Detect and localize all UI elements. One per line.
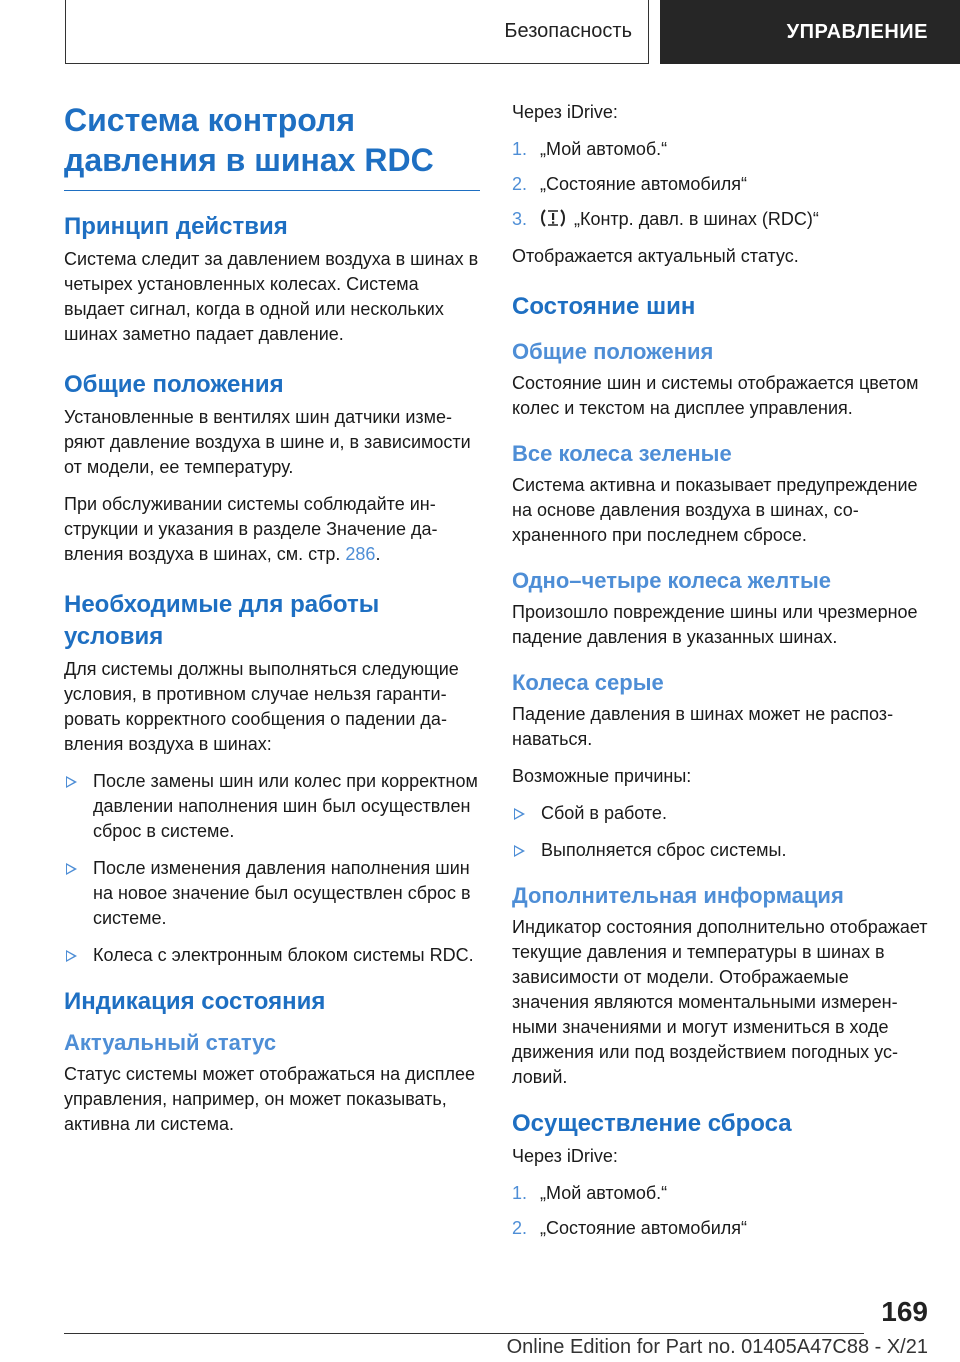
heading-status-display: Индикация состояния [64,988,326,1015]
grey-text: Падение давления в шинах может не распознаваться. [512,704,894,749]
triangle-bullet-icon [514,808,525,820]
heading-current-status: Актуальный статус [64,1030,277,1055]
via-idrive-1: Через iDrive: [512,102,618,122]
page-reference-link[interactable]: 286 [345,544,376,564]
general-text-2-main: При обслуживании системы соблюдайте инструкции и указания в разделе Значение давления воздуха в шинах, см. стр. [64,494,438,564]
list-item [64,769,480,844]
heading-general: Общие положения [64,371,284,398]
list-item [512,801,928,826]
general-positions-text: Состояние шин и системы отображается цветом колес и текстом на дисплее управления. [512,373,919,418]
heading-grey: Колеса серые [512,670,664,695]
header-section-tab [65,0,649,64]
list-item-text: После изменения давления наполнения шин на новое значение был осуществлен сброс в системе. [93,858,471,928]
general-text-2-end: . [375,544,381,564]
footer-edition: Online Edition for Part no. 01405A47C88 - X/21 [506,1336,928,1358]
step-number: 1. [512,1183,528,1203]
causes-list [512,801,928,863]
step-item [512,1216,928,1241]
via-idrive-2: Через iDrive: [512,1146,618,1166]
step-number: 2. [512,174,528,194]
triangle-bullet-icon [66,950,77,962]
header-chapter-label: УПРАВЛЕНИЕ [786,20,928,43]
general-text-2 [64,492,480,567]
heading-all-green: Все колеса зеленые [512,441,732,466]
possible-causes: Возможные причины: [512,766,692,786]
tire-pressure-warning-icon [540,207,566,229]
list-item [64,856,480,931]
step-text: „Мой автомоб.“ [540,1183,668,1203]
step-item [512,172,928,197]
additional-info-text: Индикатор состояния дополнительно отображает текущие давления и температуры в шинах в зависимости от модели. Отображаемые значения являются моментальными измеренными значениями и могут измениться в ходе движения или под воздействием погодных условий. [512,917,928,1087]
steps-list-2 [512,1181,928,1241]
all-green-text: Система активна и показывает предупреждение на основе давления воздуха в шинах, сохраненного при последнем сбросе. [512,475,918,545]
header-chapter-tab [660,0,960,64]
principle-text: Система следит за давлением воздуха в шинах в четырех установленных колесах. Система выдает сигнал, когда в одной или нескольких шинах заметно падает давление. [64,249,479,344]
page-number: 169 [881,1296,928,1327]
step-number: 3. [512,209,528,229]
current-status-text: Статус системы может отображаться на дисплее управления, например, он может показывать, активна ли система. [64,1064,476,1134]
list-item [512,838,928,863]
step-item [512,137,928,162]
header-section-label: Безопасность [504,20,632,42]
list-item-text: После замены шин или колес при корректном давлении наполнения шин был осуществлен сброс в системе. [93,771,478,841]
footer-divider [64,1333,864,1334]
conditions-text: Для системы должны выполняться следующие условия, в противном случае нельзя гарантировать корректного сообщения о падении давления воздуха в шинах: [64,659,459,754]
step-text: „Состояние автомобиля“ [540,1218,748,1238]
page-title: Система контроля давления в шинах RDC [64,100,480,191]
yellow-text: Произошло повреждение шины или чрезмерное падение давления в указанных шинах. [512,602,918,647]
step-text: „Состояние автомобиля“ [540,174,748,194]
heading-general-positions: Общие положения [512,339,714,364]
left-column [64,100,480,1149]
general-text-1: Установленные в вентилях шин датчики измеряют давление воздуха в шине и, в зависимости от модели, ее температуру. [64,407,471,477]
triangle-bullet-icon [66,776,77,788]
heading-additional-info: Дополнительная информация [512,883,844,908]
step-text: „Мой автомоб.“ [540,139,668,159]
conditions-list [64,769,480,968]
step-number: 2. [512,1218,528,1238]
heading-conditions: Необходимые для работы условия [64,591,380,650]
list-item-text: Колеса с электронным блоком системы RDC. [93,945,474,965]
step-text: „Контр. давл. в шинах (RDC)“ [574,209,819,229]
list-item-text: Выполняется сброс системы. [541,840,787,860]
steps-list-1 [512,137,928,232]
right-column [512,100,928,1253]
list-item [64,943,480,968]
status-shown-text: Отображается актуальный статус. [512,246,799,266]
heading-reset: Осуществление сброса [512,1110,792,1137]
triangle-bullet-icon [514,845,525,857]
step-number: 1. [512,139,528,159]
heading-tire-status: Состояние шин [512,293,696,320]
step-item [512,1181,928,1206]
triangle-bullet-icon [66,863,77,875]
list-item-text: Сбой в работе. [541,803,667,823]
heading-principle: Принцип действия [64,213,288,240]
step-item [512,207,928,232]
heading-yellow: Одно–четыре колеса желтые [512,568,831,593]
